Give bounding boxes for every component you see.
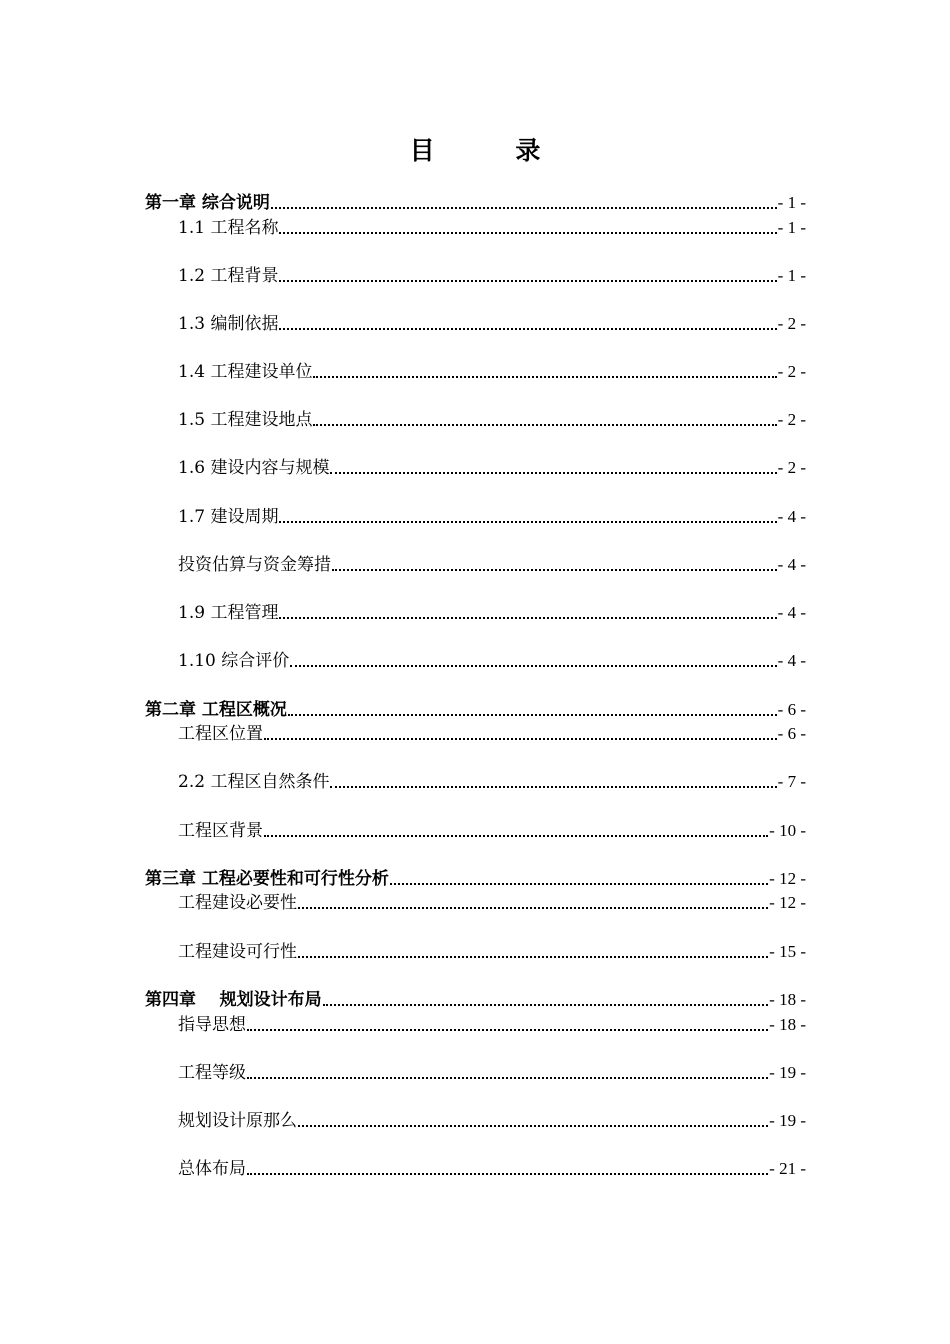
- toc-entry-text: 工程建设必要性: [178, 893, 297, 913]
- toc-entry-1-7[interactable]: [178, 504, 806, 528]
- toc-page-number: - 19 -: [769, 1111, 806, 1130]
- toc-entry-text: 第四章 规划设计布局: [145, 990, 322, 1010]
- toc-entry-1-1[interactable]: [178, 215, 806, 239]
- toc-page-number: - 4 -: [777, 651, 806, 670]
- dot-leader: [298, 1125, 768, 1127]
- dot-leader: [247, 1077, 768, 1079]
- toc-page-number: - 10 -: [769, 821, 806, 840]
- toc-page-number: - 1 -: [777, 193, 806, 212]
- toc-entry-text: 第一章 综合说明: [145, 193, 270, 213]
- toc-entry-1-2[interactable]: [178, 263, 806, 287]
- toc-page-number: - 6 -: [777, 724, 806, 743]
- toc-entry-text: 1.4 工程建设单位: [178, 362, 313, 382]
- toc-entry-1-6[interactable]: [178, 455, 806, 479]
- dot-leader: [313, 376, 776, 378]
- toc-page-number: - 4 -: [777, 555, 806, 574]
- toc-entry-text: 1.2 工程背景: [178, 266, 279, 286]
- toc-entry-text: 投资估算与资金筹措: [178, 555, 331, 575]
- toc-entry-text: 1.7 建设周期: [178, 507, 279, 527]
- toc-page-number: - 6 -: [777, 700, 806, 719]
- toc-page-number: - 2 -: [777, 362, 806, 381]
- toc-entry-text: 1.1 工程名称: [178, 218, 279, 238]
- page-title: 目 录: [409, 136, 577, 165]
- toc-page-number: - 4 -: [777, 507, 806, 526]
- toc-page-number: - 2 -: [777, 314, 806, 333]
- toc-entry-4-4[interactable]: [178, 1156, 806, 1180]
- dot-leader: [298, 907, 768, 909]
- toc-entry-text: 1.5 工程建设地点: [178, 410, 313, 430]
- toc-entry-1-3[interactable]: [178, 311, 806, 335]
- toc-page-number: - 1 -: [777, 266, 806, 285]
- dot-leader: [247, 1029, 768, 1031]
- toc-entry-text: 总体布局: [178, 1159, 246, 1179]
- toc-entry-chapter-4[interactable]: [145, 987, 806, 1011]
- dot-leader: [247, 1173, 768, 1175]
- toc-entry-text: 1.9 工程管理: [178, 603, 279, 623]
- toc-page-number: - 4 -: [777, 603, 806, 622]
- toc-page-number: - 15 -: [769, 942, 806, 961]
- toc-page-number: - 18 -: [769, 990, 806, 1009]
- toc-entry-1-8[interactable]: [178, 552, 806, 576]
- toc-page-number: - 19 -: [769, 1063, 806, 1082]
- toc-entry-2-1[interactable]: [178, 721, 806, 745]
- toc-entry-text: 2.2 工程区自然条件: [178, 772, 330, 792]
- dot-leader: [298, 956, 768, 958]
- dot-leader: [313, 424, 776, 426]
- toc-entry-1-4[interactable]: [178, 359, 806, 383]
- toc-entry-3-1[interactable]: [178, 890, 806, 914]
- dot-leader: [390, 883, 768, 885]
- dot-leader: [279, 280, 776, 282]
- toc-entry-text: 规划设计原那么: [178, 1111, 297, 1131]
- toc-entry-text: 工程等级: [178, 1063, 246, 1083]
- toc-entry-1-10[interactable]: [178, 648, 806, 672]
- toc-entry-chapter-3[interactable]: [145, 866, 806, 890]
- dot-leader: [332, 569, 777, 571]
- toc-entry-1-5[interactable]: [178, 407, 806, 431]
- dot-leader: [279, 328, 776, 330]
- toc-page-number: - 2 -: [777, 458, 806, 477]
- toc-page-number: - 2 -: [777, 410, 806, 429]
- dot-leader: [323, 1004, 768, 1006]
- toc-entry-chapter-1[interactable]: [145, 190, 806, 214]
- toc-entry-text: 第三章 工程必要性和可行性分析: [145, 869, 389, 889]
- toc-entry-4-2[interactable]: [178, 1060, 806, 1084]
- toc-entry-text: 1.3 编制依据: [178, 314, 279, 334]
- toc-page-number: - 12 -: [769, 869, 806, 888]
- toc-entry-1-9[interactable]: [178, 600, 806, 624]
- dot-leader: [279, 617, 776, 619]
- toc-entry-2-3[interactable]: [178, 818, 806, 842]
- toc-entry-text: 第二章 工程区概况: [145, 700, 287, 720]
- toc-entry-2-2[interactable]: [178, 769, 806, 793]
- toc-entry-text: 工程区位置: [178, 724, 263, 744]
- toc-entry-text: 1.6 建设内容与规模: [178, 458, 330, 478]
- dot-leader: [264, 835, 768, 837]
- dot-leader: [290, 665, 776, 667]
- toc-entry-4-1[interactable]: [178, 1012, 806, 1036]
- toc-page-number: - 21 -: [769, 1159, 806, 1178]
- toc-entry-text: 指导思想: [178, 1015, 246, 1035]
- toc-entry-text: 工程区背景: [178, 821, 263, 841]
- dot-leader: [279, 521, 776, 523]
- toc-entry-text: 工程建设可行性: [178, 942, 297, 962]
- toc-entry-chapter-2[interactable]: [145, 697, 806, 721]
- toc-page-number: - 12 -: [769, 893, 806, 912]
- dot-leader: [330, 786, 776, 788]
- dot-leader: [271, 207, 777, 209]
- toc-page-number: - 7 -: [777, 772, 806, 791]
- toc-page-number: - 1 -: [777, 218, 806, 237]
- toc-entry-text: 1.10 综合评价: [178, 651, 290, 671]
- toc-page-number: - 18 -: [769, 1015, 806, 1034]
- dot-leader: [288, 714, 777, 716]
- dot-leader: [264, 738, 777, 740]
- toc-entry-4-3[interactable]: [178, 1108, 806, 1132]
- dot-leader: [279, 232, 776, 234]
- toc-entry-3-2[interactable]: [178, 939, 806, 963]
- dot-leader: [330, 472, 776, 474]
